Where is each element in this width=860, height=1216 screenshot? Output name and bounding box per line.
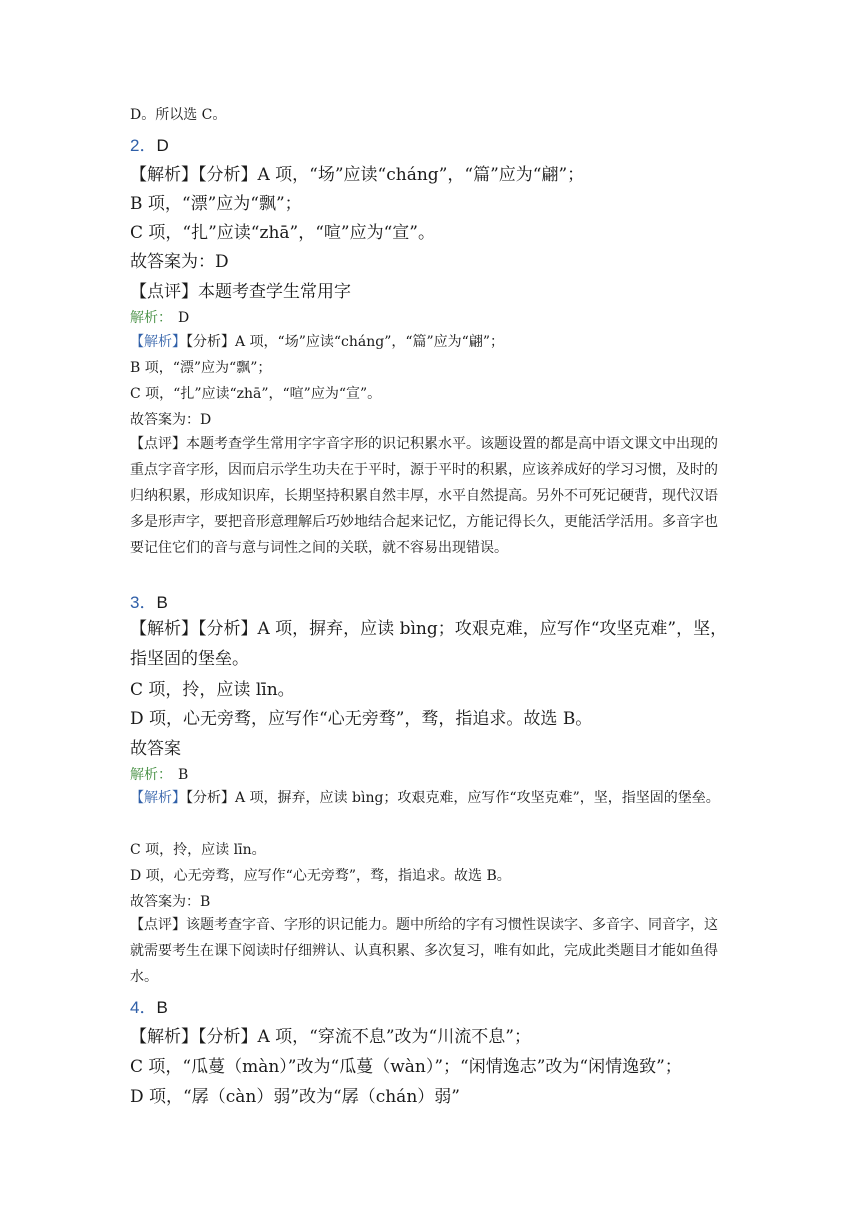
question-number: 3． bbox=[130, 593, 157, 612]
text-line: D。所以选 C。 bbox=[130, 107, 227, 123]
solution-line: C 项，拎，应读 līn。 bbox=[130, 842, 266, 858]
analysis-line: C 项，“瓜蔓（màn）”改为“瓜蔓（wàn）”；“闲情逸志”改为“闲情逸致”； bbox=[130, 1057, 682, 1077]
question-number: 4． bbox=[130, 998, 157, 1017]
explanation-value: D bbox=[178, 310, 190, 326]
question-3-header bbox=[130, 588, 168, 613]
analysis-line: D 项，心无旁骛，应写作“心无旁骛”，骛，指追求。故选 B。 bbox=[130, 709, 593, 729]
analysis-line: 【解析】【分析】A 项，“穿流不息”改为“川流不息”； bbox=[130, 1027, 531, 1047]
explanation-label: 解析： bbox=[130, 767, 172, 783]
analysis-line: B 项，“漂”应为“飘”； bbox=[130, 194, 302, 214]
question-2-header bbox=[130, 131, 169, 156]
analysis-line: C 项，拎，应读 līn。 bbox=[130, 680, 295, 700]
solution-line: 故答案为：D bbox=[130, 412, 212, 428]
analysis-line: D 项，“孱（càn）弱”改为“孱（chán）弱” bbox=[130, 1087, 460, 1107]
comment-paragraph: 【点评】该题考查字音、字形的识记能力。题中所给的字有习惯性误读字、多音字、同音字，这就需要考生在课下阅读时仔细辨认、认真积累、多次复习，唯有如此，完成此类题目才能如鱼得水。 bbox=[130, 917, 718, 985]
answer-line: 故答案为：D bbox=[130, 252, 229, 272]
solution-line: 【解析】【分析】A 项，“场”应读“cháng”，“篇”应为“翩”； bbox=[130, 334, 505, 350]
solution-line: B 项，“漂”应为“飘”； bbox=[130, 360, 272, 376]
answer-line: 故答案 bbox=[130, 739, 181, 759]
explanation-value: B bbox=[178, 767, 189, 783]
solution-line: D 项，心无旁骛，应写作“心无旁骛”，骛，指追求。故选 B。 bbox=[130, 868, 511, 884]
question-4-header bbox=[130, 993, 168, 1018]
analysis-line: 【解析】【分析】A 项，“场”应读“cháng”，“篇”应为“翩”； bbox=[130, 165, 585, 185]
explanation-header bbox=[130, 307, 189, 327]
comment-paragraph: 【点评】本题考查学生常用字字音字形的识记积累水平。该题设置的都是高中语文课文中出现的重点字音字形，因而启示学生功夫在于平时，源于平时的积累，应该养成好的学习习惯，及时的归纳积累，形成知识库，长期坚持积累自然丰厚，水平自然提高。另外不可死记硬背，现代汉语多是形声字，要把音形意理解后巧妙地结合起来记忆，方能记得长久，更能活学活用。多音字也要记住它们的音与意与词性之间的关联，就不容易出现错误。 bbox=[130, 436, 718, 556]
answer-letter: B bbox=[156, 593, 168, 612]
comment-line: 【点评】本题考查学生常用字 bbox=[130, 282, 351, 302]
explanation-header bbox=[130, 764, 188, 784]
solution-tag: 【解析】 bbox=[130, 334, 186, 350]
answer-letter: B bbox=[156, 998, 168, 1017]
explanation-label: 解析： bbox=[130, 310, 172, 326]
solution-line: 故答案为：B bbox=[130, 894, 211, 910]
solution-paragraph: 【解析】【分析】A 项，摒弃，应读 bìng；攻艰克难，应写作“攻坚克难”，坚，指坚固的堡垒。 bbox=[130, 790, 720, 806]
analysis-line: C 项，“扎”应读“zhā”，“喧”应为“宣”。 bbox=[130, 223, 435, 243]
question-number: 2． bbox=[130, 136, 157, 155]
solution-tag: 【解析】 bbox=[130, 790, 186, 806]
analysis-paragraph: 【解析】【分析】A 项，摒弃，应读 bìng；攻艰克难，应写作“攻坚克难”，坚，指坚固的堡垒。 bbox=[130, 619, 728, 669]
solution-line: C 项，“扎”应读“zhā”，“喧”应为“宣”。 bbox=[130, 386, 382, 402]
answer-letter: D bbox=[156, 136, 169, 155]
